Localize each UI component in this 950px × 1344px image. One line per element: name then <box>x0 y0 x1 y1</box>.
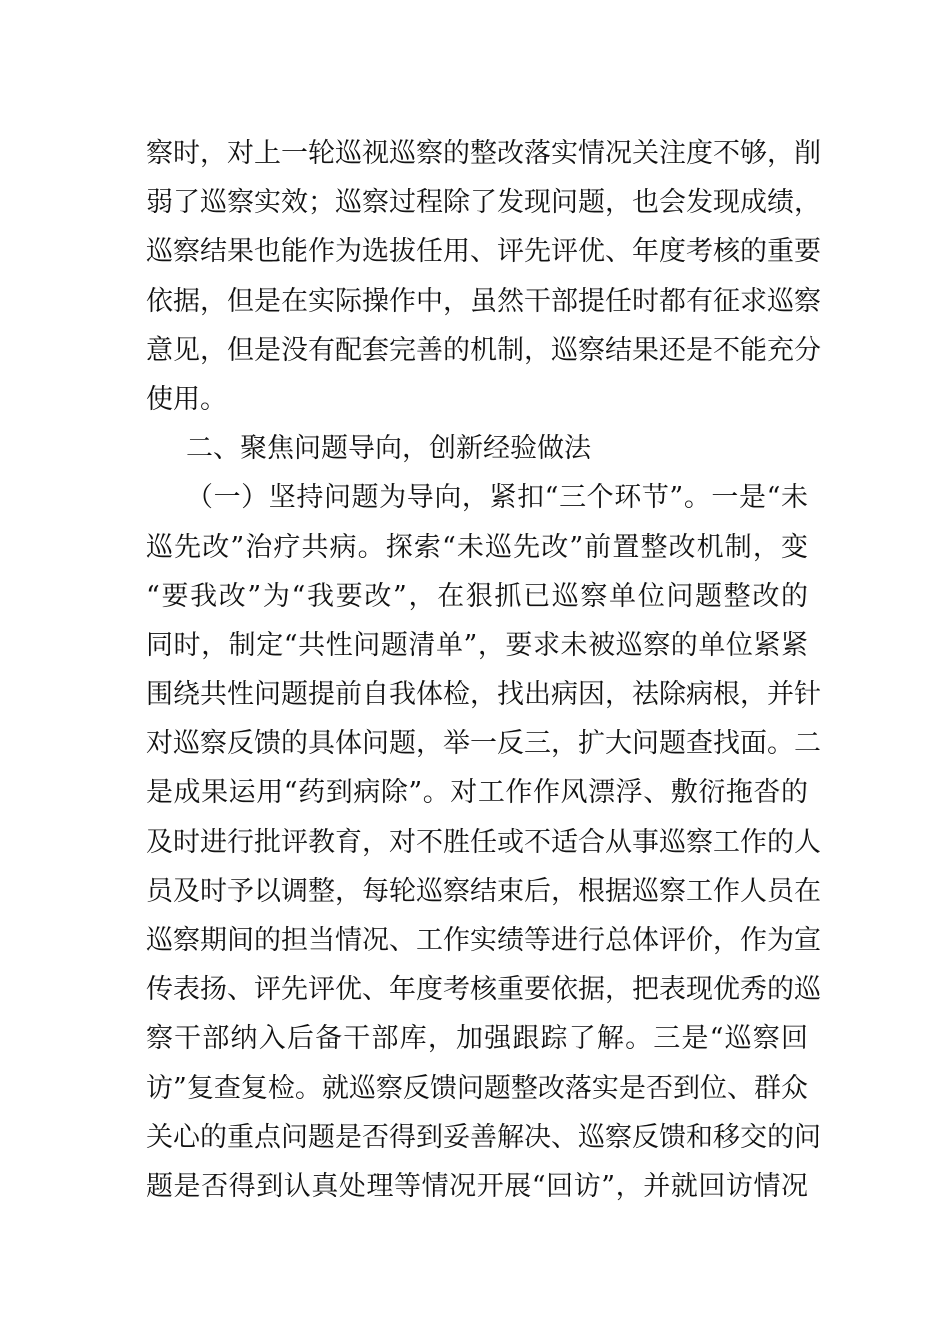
paragraph-1-line-2: 弱了巡察实效；巡察过程除了发现问题，也会发现成绩， <box>146 187 821 219</box>
paragraph-2-line-7: 是成果运用“药到病除”。对工作作风漂浮、敷衍拖沓的 <box>146 777 808 809</box>
paragraph-1-line-4: 依据，但是在实际操作中，虽然干部提任时都有征求巡察 <box>146 285 821 317</box>
paragraph-1-line-6: 使用。 <box>146 383 227 415</box>
paragraph-2-line-2: 巡先改”治疗共病。探索“未巡先改”前置整改机制，变 <box>146 531 808 563</box>
paragraph-2-line-11: 传表扬、评先评优、年度考核重要依据，把表现优秀的巡 <box>146 974 821 1006</box>
paragraph-2-line-5: 围绕共性问题提前自我体检，找出病因，祛除病根，并针 <box>146 679 821 711</box>
paragraph-2-line-8: 及时进行批评教育，对不胜任或不适合从事巡察工作的人 <box>146 826 821 858</box>
paragraph-2-line-3: “要我改”为“我要改”，在狠抓已巡察单位问题整改的 <box>146 580 808 612</box>
paragraph-2-line-1: （一）坚持问题为导向，紧扣“三个环节”。一是“未 <box>186 482 808 514</box>
paragraph-1-line-5: 意见，但是没有配套完善的机制，巡察结果还是不能充分 <box>146 334 821 366</box>
section-heading: 二、聚焦问题导向，创新经验做法 <box>186 433 591 465</box>
paragraph-2-line-10: 巡察期间的担当情况、工作实绩等进行总体评价，作为宣 <box>146 925 821 956</box>
paragraph-2-line-6: 对巡察反馈的具体问题，举一反三，扩大问题查找面。二 <box>146 728 821 760</box>
paragraph-1-line-3: 巡察结果也能作为选拔任用、评先评优、年度考核的重要 <box>146 236 821 268</box>
document-body <box>146 129 821 1211</box>
paragraph-2-line-4: 同时，制定“共性问题清单”，要求未被巡察的单位紧紧 <box>146 629 808 661</box>
paragraph-1-line-1: 察时，对上一轮巡视巡察的整改落实情况关注度不够，削 <box>146 138 821 169</box>
paragraph-2-line-12: 察干部纳入后备干部库，加强跟踪了解。三是“巡察回 <box>146 1023 808 1055</box>
paragraph-2-line-15: 题是否得到认真处理等情况开展“回访”，并就回访情况 <box>146 1170 808 1202</box>
paragraph-2-line-14: 关心的重点问题是否得到妥善解决、巡察反馈和移交的问 <box>146 1121 821 1153</box>
paragraph-2-line-9: 员及时予以调整，每轮巡察结束后，根据巡察工作人员在 <box>146 875 821 907</box>
paragraph-2-line-13: 访”复查复检。就巡察反馈问题整改落实是否到位、群众 <box>146 1072 808 1104</box>
